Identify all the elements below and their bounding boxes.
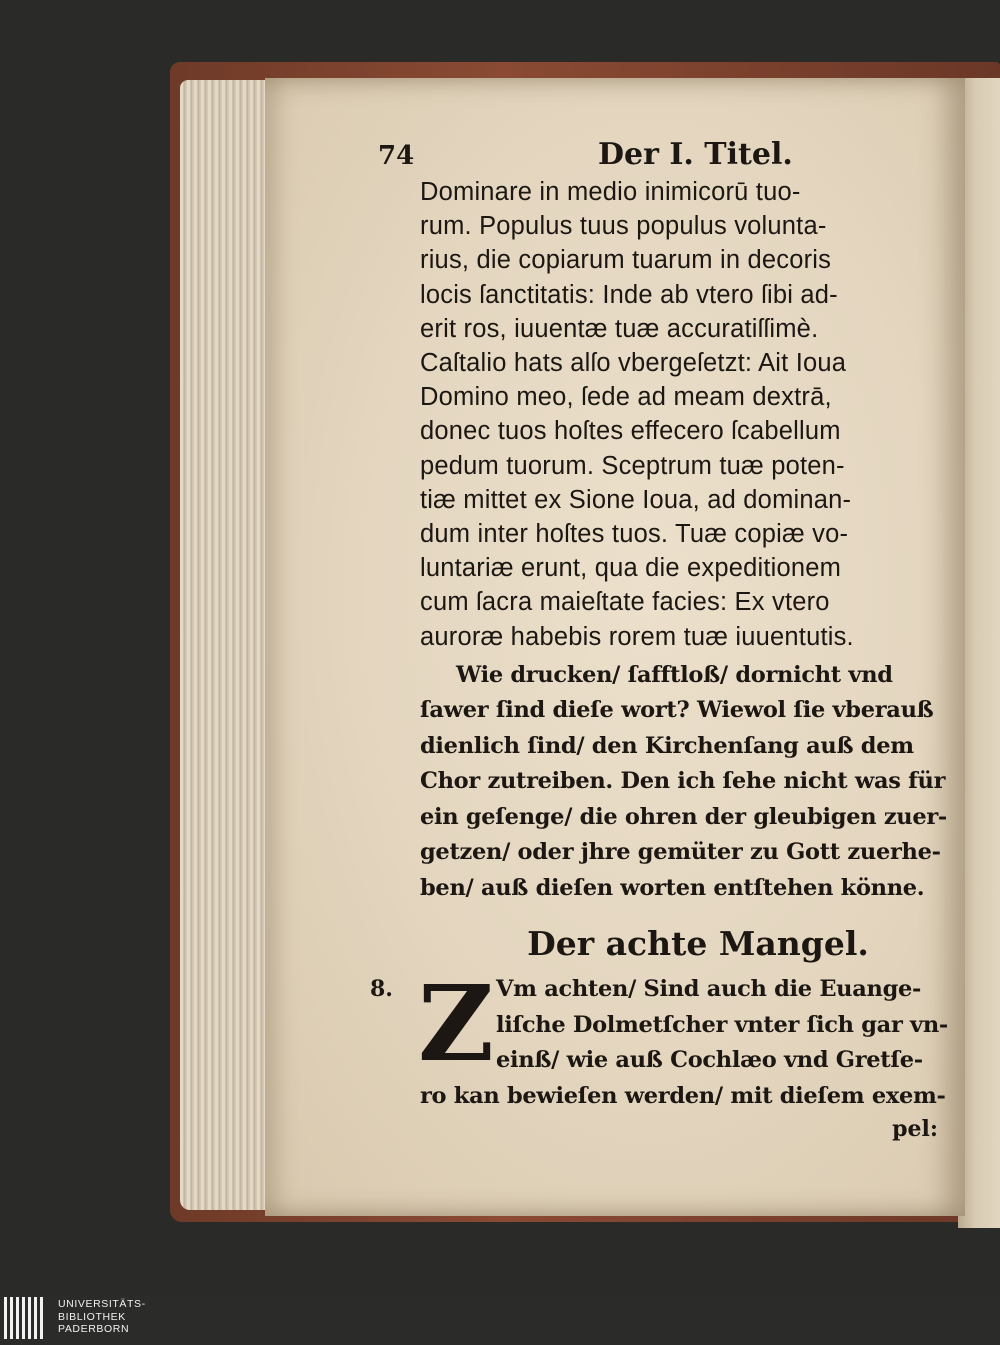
text-line: Domino meo, ſede ad meam dextrā, (420, 383, 832, 412)
catchword: pel: (892, 1116, 938, 1143)
logo-line: PADERBORN (58, 1323, 130, 1335)
text-line: Caſtalio hats alſo vbergeſetzt: Ait Ioua (420, 349, 847, 378)
german-paragraph (378, 658, 947, 907)
section-paragraph (370, 962, 948, 1144)
logo-line: BIBLIOTHEK (58, 1310, 126, 1323)
text-line: pedum tuorum. Sceptrum tuæ poten- (420, 451, 845, 480)
text-line: Wie drucken/ ſafftloß/ dornicht vnd (456, 661, 893, 688)
section-heading: Der achte Mangel. (527, 924, 869, 964)
text-line: cum ſacra maieſtate facies: Ex vtero (420, 588, 830, 617)
text-line: rius, die copiarum tuarum in decoris (420, 246, 832, 275)
text-line: tiæ mittet ex Sione Ioua, ad dominan- (420, 485, 852, 514)
text-line: luntariæ erunt, qua die expeditionem (420, 554, 842, 583)
footer-bar (0, 1295, 1000, 1345)
margin-note: 8. (370, 976, 393, 1003)
running-head (378, 135, 938, 175)
text-line: auroræ habebis rorem tuæ iuuentutis. (420, 622, 854, 651)
text-line: locis ſanctitatis: Inde ab vtero ſibi ad- (420, 280, 838, 309)
text-line: liſche Dolmetſcher vnter ſich gar vn- (496, 1011, 948, 1038)
text-line: donec tuos hoſtes effecero ſcabellum (420, 417, 841, 446)
logo-line: UNIVERSITÄTS- (58, 1298, 146, 1310)
text-line: ben/ auß dieſen worten entſtehen könne. (420, 874, 925, 901)
text-line: Dominare in medio inimicorū tuo- (420, 178, 801, 206)
page-number: 74 (378, 141, 415, 171)
text-line: ro kan bewieſen werden/ mit dieſem exem- (420, 1082, 946, 1109)
library-logo-text (58, 1298, 146, 1336)
text-line: rum. Populus tuus populus volunta- (420, 212, 827, 241)
text-line: getzen/ oder jhre gemüter zu Gott zuerhe- (420, 839, 941, 866)
text-line: ſawer ſind dieſe wort? Wiewol ſie vberauß (420, 697, 934, 724)
text-line: Chor zutreiben. Den ich ſehe nicht was für (420, 768, 946, 795)
text-line: erit ros, iuuentæ tuæ accuratiſſimè. (420, 314, 819, 343)
text-line: dum inter hoſtes tuos. Tuæ copiæ vo- (420, 520, 849, 549)
library-logo-icon (4, 1297, 48, 1339)
text-line: einß/ wie auß Cochlæo vnd Gretſe- (496, 1047, 923, 1074)
text-line: ein geſenge/ die ohren der gleubigen zuer- (420, 803, 947, 830)
latin-paragraph (378, 175, 938, 654)
drop-cap: Z (418, 962, 494, 1086)
text-line: dienlich ſind/ den Kirchenſang auß dem (420, 732, 914, 759)
running-title: Der I. Titel. (598, 137, 793, 172)
text-line: Vm achten/ Sind auch die Euange- (496, 976, 922, 1003)
page-text (370, 135, 948, 1144)
